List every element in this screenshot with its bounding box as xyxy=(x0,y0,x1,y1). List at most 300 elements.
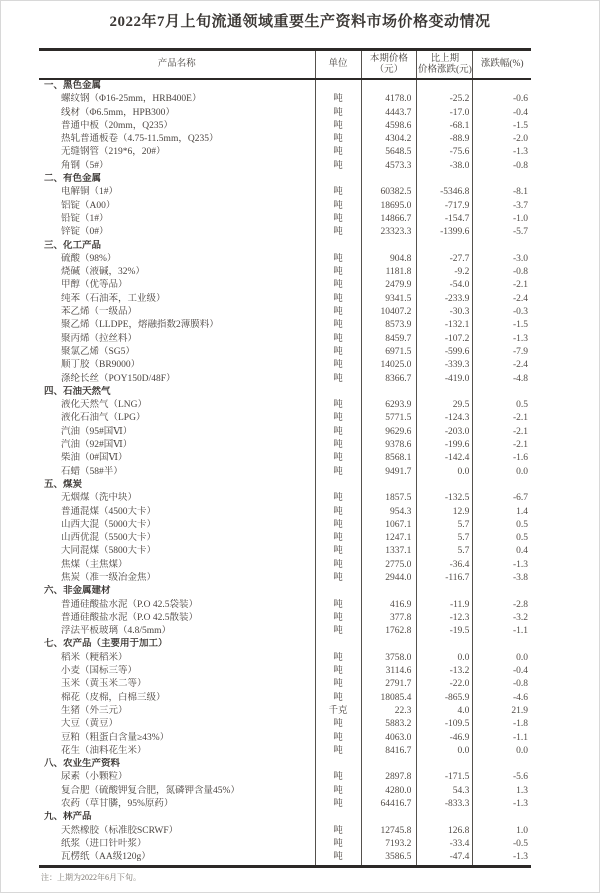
pct-cell xyxy=(473,79,531,93)
section-row xyxy=(39,638,531,651)
column-header-change-line2: 价格涨跌(元) xyxy=(417,64,472,75)
product-name-cell: 普通混煤（4500大卡） xyxy=(61,506,157,517)
price-cell xyxy=(361,386,417,399)
product-name-cell: 角钢（5#） xyxy=(61,160,109,171)
pct-cell: -0.8 xyxy=(473,160,531,173)
table-row xyxy=(39,359,531,372)
unit-cell: 吨 xyxy=(315,359,361,372)
change-cell: -46.9 xyxy=(417,732,473,745)
price-cell xyxy=(361,811,417,824)
pct-cell: -0.3 xyxy=(473,306,531,319)
pct-cell: -1.6 xyxy=(473,452,531,465)
change-cell: -199.6 xyxy=(417,439,473,452)
product-name-cell: 瓦楞纸（AA级120g） xyxy=(61,852,151,863)
table-row xyxy=(39,333,531,346)
pct-cell: -2.1 xyxy=(473,279,531,292)
pct-cell: 0.0 xyxy=(473,466,531,479)
change-cell: 12.9 xyxy=(417,506,473,519)
table-row xyxy=(39,492,531,505)
unit-cell: 吨 xyxy=(315,678,361,691)
price-cell xyxy=(361,638,417,651)
pct-cell xyxy=(473,479,531,492)
table-row xyxy=(39,452,531,465)
unit-cell: 吨 xyxy=(315,466,361,479)
change-cell: -833.3 xyxy=(417,798,473,811)
pct-cell: -2.1 xyxy=(473,412,531,425)
table-row xyxy=(39,545,531,558)
table-row xyxy=(39,133,531,146)
unit-cell: 吨 xyxy=(315,293,361,306)
pct-cell: 0.5 xyxy=(473,532,531,545)
table-row xyxy=(39,705,531,718)
change-cell: -171.5 xyxy=(417,771,473,784)
section-title-cell: 六、非金属建材 xyxy=(44,586,111,597)
product-name-cell: 无烟煤（洗中块） xyxy=(61,493,138,504)
price-cell: 5883.2 xyxy=(361,718,417,731)
unit-cell: 吨 xyxy=(315,426,361,439)
table-row xyxy=(39,213,531,226)
price-cell: 8416.7 xyxy=(361,745,417,758)
change-cell xyxy=(417,79,473,93)
table-row xyxy=(39,293,531,306)
pct-cell: -1.1 xyxy=(473,732,531,745)
footnote: 注：上期为2022年6月下旬。 xyxy=(41,872,141,882)
change-cell xyxy=(417,811,473,824)
price-cell: 12745.8 xyxy=(361,825,417,838)
unit-cell: 吨 xyxy=(315,612,361,625)
change-cell: -54.0 xyxy=(417,279,473,292)
section-title-cell: 九、林产品 xyxy=(44,812,92,823)
product-name-cell: 普通中板（20mm，Q235） xyxy=(61,120,173,131)
product-name-cell: 汽油（92#国Ⅵ） xyxy=(61,440,133,451)
table-row xyxy=(39,146,531,159)
pct-cell: 0.0 xyxy=(473,652,531,665)
price-cell: 1857.5 xyxy=(361,492,417,505)
price-cell: 6971.5 xyxy=(361,346,417,359)
unit-cell: 吨 xyxy=(315,492,361,505)
price-cell: 9629.6 xyxy=(361,426,417,439)
section-row xyxy=(39,585,531,598)
change-cell: 29.5 xyxy=(417,399,473,412)
unit-cell: 吨 xyxy=(315,745,361,758)
pct-cell: -2.8 xyxy=(473,599,531,612)
table-row xyxy=(39,253,531,266)
table-row xyxy=(39,346,531,359)
section-row xyxy=(39,479,531,492)
pct-cell: -3.0 xyxy=(473,253,531,266)
pct-cell: 1.0 xyxy=(473,825,531,838)
product-name-cell: 柴油（0#国Ⅵ） xyxy=(61,453,128,464)
unit-cell xyxy=(315,240,361,253)
pct-cell: 1.3 xyxy=(473,785,531,798)
section-title-cell: 八、农业生产资料 xyxy=(44,759,121,770)
pct-cell xyxy=(473,386,531,399)
price-cell: 1762.8 xyxy=(361,625,417,638)
column-header-product: 产品名称 xyxy=(39,50,315,80)
change-cell: 54.3 xyxy=(417,785,473,798)
price-cell: 64416.7 xyxy=(361,798,417,811)
pct-cell: -4.6 xyxy=(473,692,531,705)
change-cell: -109.5 xyxy=(417,718,473,731)
table-row xyxy=(39,665,531,678)
table-row xyxy=(39,572,531,585)
change-cell: -27.7 xyxy=(417,253,473,266)
pct-cell xyxy=(473,638,531,651)
product-name-cell: 焦炭（准一级冶金焦） xyxy=(61,572,157,583)
unit-cell: 吨 xyxy=(315,306,361,319)
table-row xyxy=(39,306,531,319)
change-cell: -132.1 xyxy=(417,319,473,332)
pct-cell: -2.4 xyxy=(473,359,531,372)
change-cell: -75.6 xyxy=(417,146,473,159)
pct-cell: -6.7 xyxy=(473,492,531,505)
product-name-cell: 山西大混（5000大卡） xyxy=(61,519,157,530)
price-table-body xyxy=(39,79,531,866)
change-cell: -9.2 xyxy=(417,266,473,279)
product-name-cell: 普通硅酸盐水泥（P.O 42.5散装） xyxy=(61,612,198,623)
unit-cell: 吨 xyxy=(315,346,361,359)
section-row xyxy=(39,811,531,824)
table-row xyxy=(39,466,531,479)
change-cell: -233.9 xyxy=(417,293,473,306)
pct-cell: -5.7 xyxy=(473,226,531,239)
price-cell: 2775.0 xyxy=(361,559,417,572)
pct-cell: -0.8 xyxy=(473,678,531,691)
pct-cell: -1.5 xyxy=(473,120,531,133)
change-cell: 4.0 xyxy=(417,705,473,718)
product-name-cell: 浮法平板玻璃（4.8/5mm） xyxy=(61,626,172,637)
product-name-cell: 生猪（外三元） xyxy=(61,705,128,716)
price-cell: 60382.5 xyxy=(361,186,417,199)
price-cell: 9341.5 xyxy=(361,293,417,306)
header-row xyxy=(39,50,531,80)
unit-cell: 吨 xyxy=(315,186,361,199)
product-name-cell: 稻米（粳稻米） xyxy=(61,652,128,663)
table-row xyxy=(39,226,531,239)
pct-cell: 1.4 xyxy=(473,506,531,519)
change-cell: -47.4 xyxy=(417,851,473,866)
price-cell: 18695.0 xyxy=(361,200,417,213)
product-name-cell: 硫酸（98%） xyxy=(61,253,117,264)
unit-cell: 吨 xyxy=(315,825,361,838)
unit-cell: 吨 xyxy=(315,319,361,332)
section-title-cell: 一、黑色金属 xyxy=(44,81,102,91)
table-row xyxy=(39,532,531,545)
change-cell: -30.3 xyxy=(417,306,473,319)
table-row xyxy=(39,120,531,133)
unit-cell xyxy=(315,173,361,186)
product-name-cell: 小麦（国标三等） xyxy=(61,666,138,677)
pct-cell: 21.9 xyxy=(473,705,531,718)
product-name-cell: 电解铜（1#） xyxy=(61,187,119,198)
unit-cell: 吨 xyxy=(315,718,361,731)
price-cell: 904.8 xyxy=(361,253,417,266)
change-cell: -11.9 xyxy=(417,599,473,612)
product-name-cell: 顺丁胶（BR9000） xyxy=(61,360,141,371)
change-cell: 5.7 xyxy=(417,545,473,558)
price-cell: 7193.2 xyxy=(361,838,417,851)
table-row xyxy=(39,785,531,798)
column-header-change xyxy=(417,50,473,80)
change-cell: -33.4 xyxy=(417,838,473,851)
price-cell: 8459.7 xyxy=(361,333,417,346)
pct-cell: -1.1 xyxy=(473,625,531,638)
price-cell: 8366.7 xyxy=(361,373,417,386)
change-cell: -142.4 xyxy=(417,452,473,465)
pct-cell: -0.6 xyxy=(473,93,531,106)
product-name-cell: 棉花（皮棉，白棉三级） xyxy=(61,692,166,703)
pct-cell: -0.5 xyxy=(473,838,531,851)
product-name-cell: 液化天然气（LNG） xyxy=(61,400,148,411)
price-cell: 4443.7 xyxy=(361,107,417,120)
unit-cell: 吨 xyxy=(315,107,361,120)
table-row xyxy=(39,625,531,638)
unit-cell: 吨 xyxy=(315,545,361,558)
change-cell: -19.5 xyxy=(417,625,473,638)
price-cell: 14866.7 xyxy=(361,213,417,226)
unit-cell: 吨 xyxy=(315,133,361,146)
change-cell: -17.0 xyxy=(417,107,473,120)
column-header-price-line1: 本期价格 xyxy=(369,53,408,64)
unit-cell: 吨 xyxy=(315,559,361,572)
price-cell: 23323.3 xyxy=(361,226,417,239)
pct-cell: -1.0 xyxy=(473,213,531,226)
price-cell xyxy=(361,479,417,492)
pct-cell: -3.7 xyxy=(473,200,531,213)
table-row xyxy=(39,851,531,866)
change-cell: -22.0 xyxy=(417,678,473,691)
product-name-cell: 天然橡胶（标准胶SCRWF） xyxy=(61,825,179,836)
table-header xyxy=(39,50,531,80)
pct-cell: -7.9 xyxy=(473,346,531,359)
price-cell: 9378.6 xyxy=(361,439,417,452)
product-name-cell: 山西优混（5500大卡） xyxy=(61,533,157,544)
change-cell: -107.2 xyxy=(417,333,473,346)
product-name-cell: 聚乙烯（LLDPE，熔融指数2薄膜料） xyxy=(61,320,219,331)
column-header-pct: 涨跌幅(%) xyxy=(473,50,531,80)
pct-cell xyxy=(473,173,531,186)
price-cell: 5648.5 xyxy=(361,146,417,159)
pct-cell xyxy=(473,811,531,824)
pct-cell: -2.1 xyxy=(473,426,531,439)
product-name-cell: 大同混煤（5800大卡） xyxy=(61,546,157,557)
unit-cell: 吨 xyxy=(315,798,361,811)
pct-cell: -3.8 xyxy=(473,572,531,585)
product-name-cell: 聚氯乙烯（SG5） xyxy=(61,346,135,357)
pct-cell: -1.3 xyxy=(473,333,531,346)
unit-cell: 吨 xyxy=(315,226,361,239)
product-name-cell: 甲醇（优等品） xyxy=(61,280,128,291)
unit-cell: 吨 xyxy=(315,200,361,213)
change-cell: 0.0 xyxy=(417,466,473,479)
product-name-cell: 线材（Φ6.5mm，HPB300） xyxy=(61,107,175,118)
section-title-cell: 四、石油天然气 xyxy=(44,386,111,397)
price-cell: 2897.8 xyxy=(361,771,417,784)
change-cell: -25.2 xyxy=(417,93,473,106)
change-cell: 5.7 xyxy=(417,519,473,532)
section-row xyxy=(39,79,531,93)
table-row xyxy=(39,200,531,213)
price-cell: 2791.7 xyxy=(361,678,417,691)
pct-cell xyxy=(473,758,531,771)
price-cell: 3114.6 xyxy=(361,665,417,678)
product-name-cell: 纸浆（进口针叶浆） xyxy=(61,838,147,849)
table-row xyxy=(39,838,531,851)
table-row xyxy=(39,559,531,572)
change-cell xyxy=(417,386,473,399)
unit-cell: 吨 xyxy=(315,665,361,678)
unit-cell: 吨 xyxy=(315,652,361,665)
table-row xyxy=(39,718,531,731)
product-name-cell: 铅锭（1#） xyxy=(61,213,109,224)
table-row xyxy=(39,506,531,519)
table-row xyxy=(39,652,531,665)
change-cell: -13.2 xyxy=(417,665,473,678)
price-cell: 4178.0 xyxy=(361,93,417,106)
price-cell: 954.3 xyxy=(361,506,417,519)
product-name-cell: 复合肥（硫酸钾复合肥，氮磷钾含量45%） xyxy=(61,785,240,796)
product-name-cell: 烧碱（液碱，32%） xyxy=(61,267,145,278)
unit-cell: 吨 xyxy=(315,692,361,705)
product-name-cell: 汽油（95#国Ⅵ） xyxy=(61,426,133,437)
table-row xyxy=(39,426,531,439)
unit-cell xyxy=(315,585,361,598)
product-name-cell: 螺纹钢（Φ16-25mm，HRB400E） xyxy=(61,94,202,105)
unit-cell: 吨 xyxy=(315,838,361,851)
unit-cell: 吨 xyxy=(315,399,361,412)
unit-cell: 千克 xyxy=(315,705,361,718)
product-name-cell: 涤纶长丝（POY150D/48F） xyxy=(61,373,176,384)
pct-cell: 0.5 xyxy=(473,399,531,412)
pct-cell: -3.2 xyxy=(473,612,531,625)
table-row xyxy=(39,279,531,292)
price-cell: 5771.5 xyxy=(361,412,417,425)
section-title-cell: 二、有色金属 xyxy=(44,174,102,185)
change-cell: -12.3 xyxy=(417,612,473,625)
table-row xyxy=(39,399,531,412)
table-row xyxy=(39,599,531,612)
price-cell: 4598.6 xyxy=(361,120,417,133)
price-cell xyxy=(361,173,417,186)
product-name-cell: 农药（草甘膦，95%原药） xyxy=(61,799,174,810)
price-cell: 2479.9 xyxy=(361,279,417,292)
section-row xyxy=(39,758,531,771)
change-cell: 0.0 xyxy=(417,745,473,758)
price-cell xyxy=(361,758,417,771)
price-cell: 4063.0 xyxy=(361,732,417,745)
change-cell xyxy=(417,758,473,771)
pct-cell: 0.0 xyxy=(473,745,531,758)
table-row xyxy=(39,612,531,625)
table-row xyxy=(39,825,531,838)
product-name-cell: 液化石油气（LPG） xyxy=(61,413,146,424)
pct-cell: -0.4 xyxy=(473,107,531,120)
unit-cell: 吨 xyxy=(315,266,361,279)
price-cell: 416.9 xyxy=(361,599,417,612)
section-row xyxy=(39,240,531,253)
pct-cell: 0.4 xyxy=(473,545,531,558)
price-cell: 4573.3 xyxy=(361,160,417,173)
unit-cell: 吨 xyxy=(315,146,361,159)
price-cell: 10407.2 xyxy=(361,306,417,319)
change-cell: -717.9 xyxy=(417,200,473,213)
change-cell: -154.7 xyxy=(417,213,473,226)
price-cell: 8573.9 xyxy=(361,319,417,332)
change-cell: 0.0 xyxy=(417,652,473,665)
unit-cell xyxy=(315,638,361,651)
product-name-cell: 石蜡（58#半） xyxy=(61,466,123,477)
pct-cell: 0.5 xyxy=(473,519,531,532)
unit-cell: 吨 xyxy=(315,120,361,133)
change-cell: -36.4 xyxy=(417,559,473,572)
unit-cell xyxy=(315,479,361,492)
unit-cell: 吨 xyxy=(315,625,361,638)
change-cell: 126.8 xyxy=(417,825,473,838)
table-row xyxy=(39,439,531,452)
price-cell: 2944.0 xyxy=(361,572,417,585)
product-name-cell: 苯乙烯（一级品） xyxy=(61,307,138,318)
product-name-cell: 尿素（小颗粒） xyxy=(61,772,128,783)
table-row xyxy=(39,745,531,758)
change-cell: -124.3 xyxy=(417,412,473,425)
change-cell: -5346.8 xyxy=(417,186,473,199)
price-cell: 1247.1 xyxy=(361,532,417,545)
unit-cell: 吨 xyxy=(315,439,361,452)
unit-cell xyxy=(315,79,361,93)
page-title: 2022年7月上旬流通领域重要生产资料市场价格变动情况 xyxy=(109,14,491,30)
change-cell xyxy=(417,479,473,492)
price-cell: 3758.0 xyxy=(361,652,417,665)
section-title-cell: 三、化工产品 xyxy=(44,240,102,251)
change-cell: -132.5 xyxy=(417,492,473,505)
pct-cell xyxy=(473,240,531,253)
unit-cell: 吨 xyxy=(315,213,361,226)
table-row xyxy=(39,412,531,425)
section-title-cell: 七、农产品（主要用于加工） xyxy=(44,639,168,650)
pct-cell: -1.3 xyxy=(473,798,531,811)
pct-cell: -1.3 xyxy=(473,146,531,159)
change-cell: -203.0 xyxy=(417,426,473,439)
pct-cell: -5.6 xyxy=(473,771,531,784)
product-name-cell: 聚丙烯（拉丝料） xyxy=(61,333,138,344)
price-cell: 8568.1 xyxy=(361,452,417,465)
product-name-cell: 锌锭（0#） xyxy=(61,227,109,238)
unit-cell: 吨 xyxy=(315,373,361,386)
unit-cell xyxy=(315,386,361,399)
table-row xyxy=(39,692,531,705)
table-row xyxy=(39,107,531,120)
section-title-cell: 五、煤炭 xyxy=(44,479,83,490)
price-cell: 377.8 xyxy=(361,612,417,625)
column-header-change-line1: 比上期 xyxy=(430,53,460,64)
column-header-price-line2: （元） xyxy=(374,64,404,75)
change-cell: 5.7 xyxy=(417,532,473,545)
pct-cell xyxy=(473,585,531,598)
pct-cell: -1.3 xyxy=(473,559,531,572)
change-cell: -116.7 xyxy=(417,572,473,585)
pct-cell: -0.4 xyxy=(473,665,531,678)
product-name-cell: 大豆（黄豆） xyxy=(61,719,119,730)
product-name-cell: 豆粕（粗蛋白含量≥43%） xyxy=(61,732,170,743)
table-row xyxy=(39,186,531,199)
price-cell: 4280.0 xyxy=(361,785,417,798)
change-cell xyxy=(417,173,473,186)
price-cell: 9491.7 xyxy=(361,466,417,479)
change-cell: -38.0 xyxy=(417,160,473,173)
unit-cell: 吨 xyxy=(315,506,361,519)
table-row xyxy=(39,93,531,106)
table-row xyxy=(39,319,531,332)
